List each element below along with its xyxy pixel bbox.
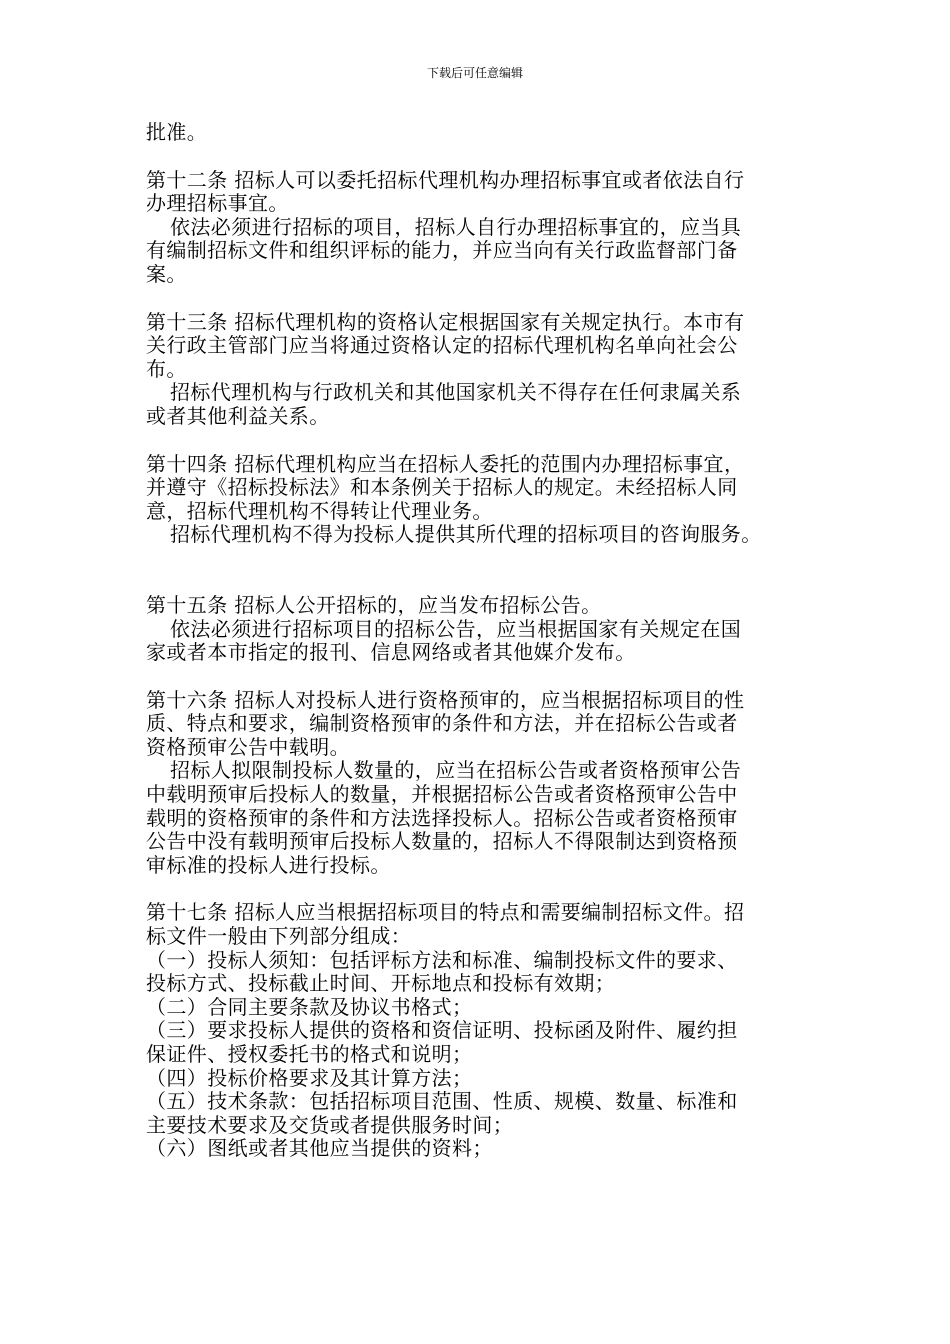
document-body [146,121,812,1161]
text-line: 第十三条 招标代理机构的资格认定根据国家有关规定执行。本市有 [146,309,745,334]
list-item-5 [146,1090,812,1137]
text-line: 主要技术要求及交货或者提供服务时间； [146,1112,514,1137]
text-line: 资格预审公告中载明。 [146,734,350,759]
text-line: 第十六条 招标人对投标人进行资格预审的，应当根据招标项目的性 [146,687,745,712]
article-16 [146,689,812,760]
text-line: 第十七条 招标人应当根据招标项目的特点和需要编制招标文件。招 [146,900,745,925]
paragraph-gap [146,287,812,311]
paragraph-approval [146,121,812,145]
paragraph-gap [146,547,812,594]
text-line: 公告中没有载明预审后投标人数量的，招标人不得限制达到资格预 [146,829,738,854]
page-header: 下载后可任意编辑 [426,66,523,80]
text-line: 招标人拟限制投标人数量的，应当在招标公告或者资格预审公告 [170,758,742,783]
text-line: （二）合同主要条款及协议书格式； [146,994,473,1019]
text-line: 案。 [146,261,187,286]
article-12-paragraph-2 [146,216,812,287]
text-line: 招标代理机构与行政机关和其他国家机关不得存在任何隶属关系 [170,380,742,405]
text-line: 中载明预审后投标人的数量，并根据招标公告或者资格预审公告中 [146,782,738,807]
text-line: 招标代理机构不得为投标人提供其所代理的招标项目的咨询服务。 [170,522,762,547]
list-item-4 [146,1067,812,1091]
text-line: 布。 [146,356,187,381]
text-line: 质、特点和要求，编制资格预审的条件和方法，并在招标公告或者 [146,711,738,736]
article-15 [146,594,812,618]
list-item-6 [146,1137,812,1161]
article-12 [146,169,812,216]
text-line: 第十二条 招标人可以委托招标代理机构办理招标事宜或者依法自行 [146,167,745,192]
text-line: 家或者本市指定的报刊、信息网络或者其他媒介发布。 [146,640,636,665]
text-line: （四）投标价格要求及其计算方法； [146,1065,473,1090]
list-item-3 [146,1019,812,1066]
text-line: 标文件一般由下列部分组成： [146,924,412,949]
text-line: 办理招标事宜。 [146,191,289,216]
text-line: 依法必须进行招标的项目，招标人自行办理招标事宜的，应当具 [170,214,742,239]
text-line: （三）要求投标人提供的资格和资信证明、投标函及附件、履约担 [146,1018,738,1043]
text-line: 依法必须进行招标项目的招标公告，应当根据国家有关规定在国 [170,616,742,641]
text-line: 载明的资格预审的条件和方法选择投标人。招标公告或者资格预审 [146,805,738,830]
text-line: 投标方式、投标截止时间、开标地点和投标有效期； [146,971,616,996]
text-line: 批准。 [146,120,208,144]
text-line: 审标准的投标人进行投标。 [146,852,391,877]
text-line: 第十四条 招标代理机构应当在招标人委托的范围内办理招标事宜， [146,451,745,476]
paragraph-gap [146,665,812,689]
article-17 [146,901,812,948]
article-14-paragraph-2 [146,523,812,547]
text-line: 有编制招标文件和组织评标的能力，并应当向有关行政监督部门备 [146,238,738,263]
text-line: 关行政主管部门应当将通过资格认定的招标代理机构名单向社会公 [146,333,738,358]
article-13-paragraph-2 [146,381,812,428]
text-line: （六）图纸或者其他应当提供的资料； [146,1136,493,1161]
text-line: 保证件、授权委托书的格式和说明； [146,1042,473,1066]
list-item-1 [146,949,812,996]
text-line: （一）投标人须知：包括评标方法和标准、编制投标文件的要求、 [146,947,738,972]
text-line: 并遵守《招标投标法》和本条例关于招标人的规定。未经招标人同 [146,475,738,500]
text-line: 意，招标代理机构不得转让代理业务。 [146,498,493,523]
paragraph-gap [146,145,812,169]
article-16-paragraph-2 [146,759,812,877]
text-line: （五）技术条款：包括招标项目范围、性质、规模、数量、标准和 [146,1089,738,1114]
list-item-2 [146,996,812,1020]
text-line: 或者其他利益关系。 [146,403,330,428]
article-13 [146,311,812,382]
paragraph-gap [146,877,812,901]
article-15-paragraph-2 [146,618,812,665]
text-line: 第十五条 招标人公开招标的，应当发布招标公告。 [146,592,602,617]
paragraph-gap [146,429,812,453]
article-14 [146,453,812,524]
